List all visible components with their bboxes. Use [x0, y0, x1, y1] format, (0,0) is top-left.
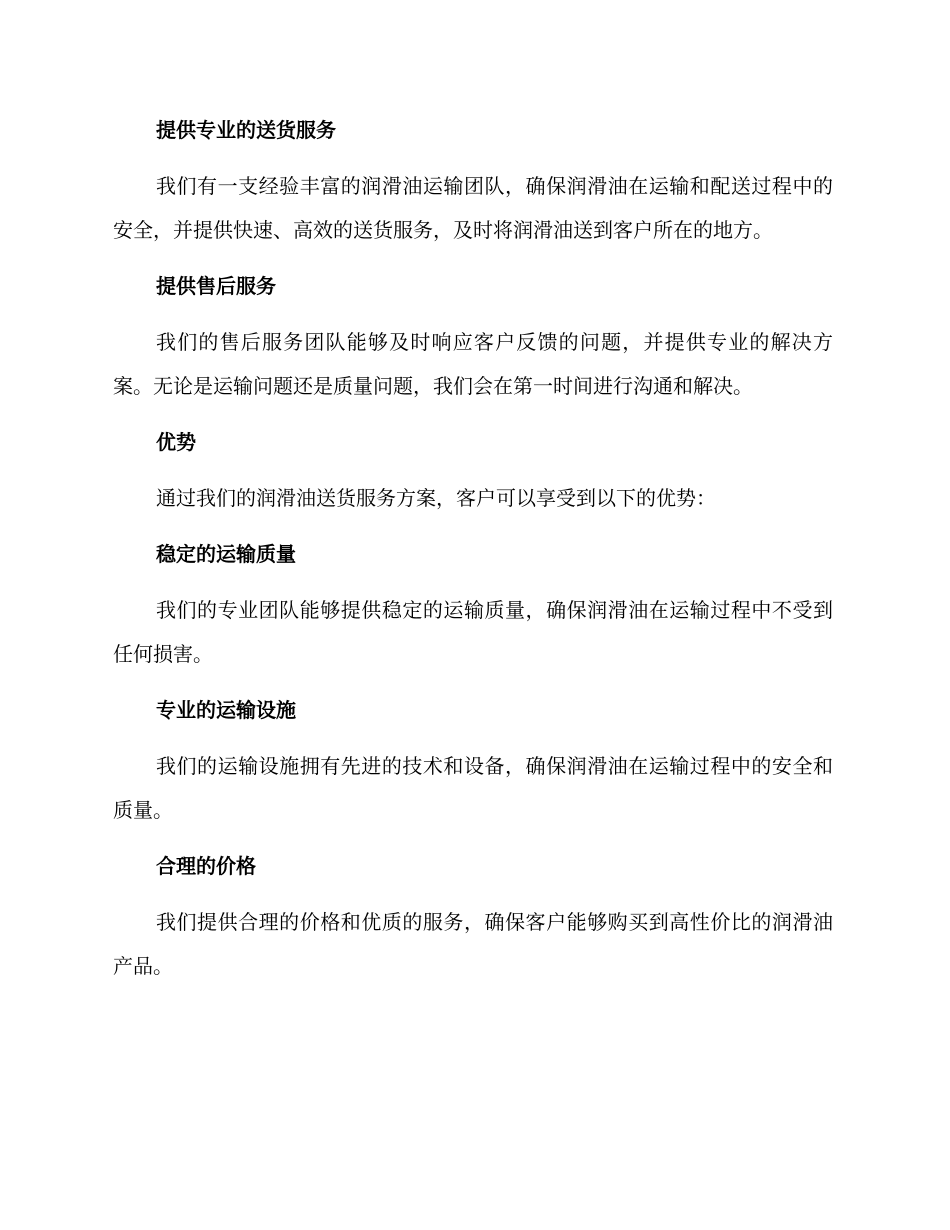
section-body-stable-quality: 我们的专业团队能够提供稳定的运输质量，确保润滑油在运输过程中不受到任何损害。: [113, 598, 833, 666]
section-body-price: 我们提供合理的价格和优质的服务，确保客户能够购买到高性价比的润滑油产品。: [113, 910, 833, 978]
document-page: [113, 108, 833, 1000]
section-body-delivery: 我们有一支经验丰富的润滑油运输团队，确保润滑油在运输和配送过程中的安全，并提供快速、高效的送货服务，及时将润滑油送到客户所在的地方。: [113, 174, 833, 242]
section-body-facilities: 我们的运输设施拥有先进的技术和设备，确保润滑油在运输过程中的安全和质量。: [113, 754, 833, 822]
section-heading-after-sales: 提供售后服务: [156, 274, 276, 298]
section-body-after-sales: 我们的售后服务团队能够及时响应客户反馈的问题，并提供专业的解决方案。无论是运输问题还是质量问题，我们会在第一时间进行沟通和解决。: [113, 330, 833, 398]
section-heading-price: 合理的价格: [156, 854, 256, 878]
section-body-advantages: 通过我们的润滑油送货服务方案，客户可以享受到以下的优势：: [156, 486, 716, 510]
section-heading-facilities: 专业的运输设施: [156, 698, 296, 722]
section-heading-stable-quality: 稳定的运输质量: [156, 542, 296, 566]
section-heading-delivery: 提供专业的送货服务: [156, 118, 336, 142]
section-heading-advantages: 优势: [156, 430, 196, 454]
